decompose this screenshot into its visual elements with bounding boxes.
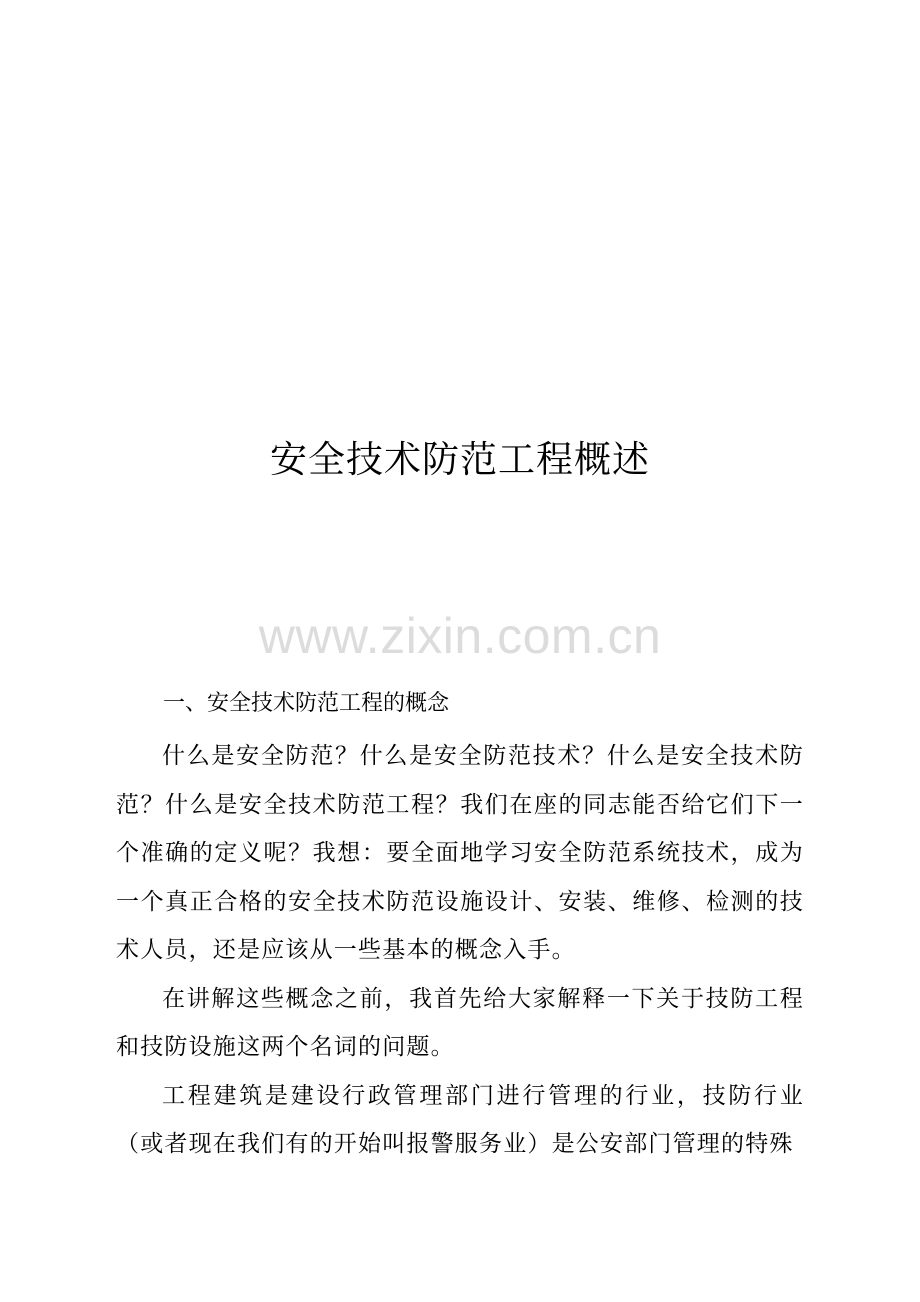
paragraph: 工程建筑是建设行政管理部门进行管理的行业，技防行业（或者现在我们有的开始叫报警服务业）是公安部门管理的特殊 — [116, 1082, 804, 1157]
body-text — [116, 732, 804, 1169]
section-heading: 一、安全技术防范工程的概念 — [163, 691, 450, 716]
document-title: 安全技术防范工程概述 — [270, 438, 650, 481]
paragraph: 什么是安全防范？什么是安全防范技术？什么是安全技术防范？什么是安全技术防范工程？我们在座的同志能否给它们下一个准确的定义呢？我想：要全面地学习安全防范系统技术，成为一个真正合格的安全技术防范设施设计、安装、维修、检测的技术人员，还是应该从一些基本的概念入手。 — [116, 743, 804, 963]
watermark-text: www.zixin.com.cn — [258, 608, 662, 664]
paragraph: 在讲解这些概念之前，我首先给大家解释一下关于技防工程和技防设施这两个名词的问题。 — [116, 985, 804, 1060]
